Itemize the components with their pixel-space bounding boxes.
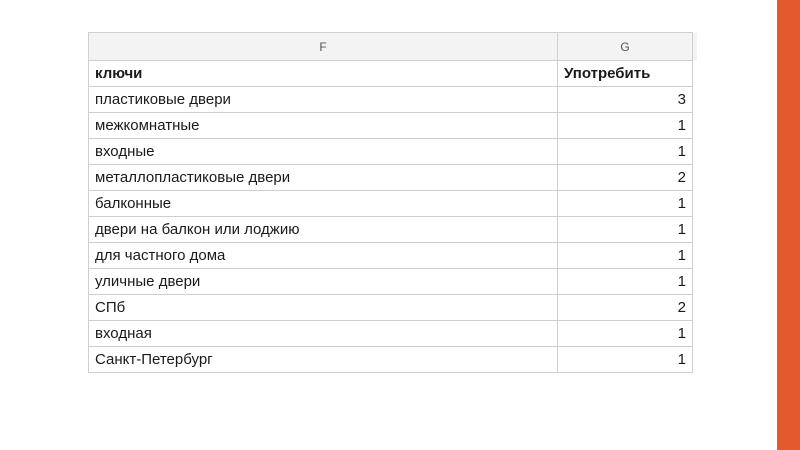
cell-key[interactable]: входные [89, 139, 558, 165]
cell-tail [693, 87, 697, 113]
cell-tail [693, 347, 697, 373]
table-row [89, 269, 697, 295]
table-row [89, 321, 697, 347]
accent-bar [777, 0, 800, 450]
cell-count[interactable]: 1 [558, 191, 693, 217]
cell-tail [693, 269, 697, 295]
cell-tail [693, 139, 697, 165]
cell-tail [693, 165, 697, 191]
table-row [89, 243, 697, 269]
cell-tail [693, 321, 697, 347]
cell-count[interactable]: 1 [558, 243, 693, 269]
spreadsheet-table [88, 32, 697, 373]
cell-tail [693, 113, 697, 139]
cell-count[interactable]: 2 [558, 295, 693, 321]
cell-count[interactable]: 1 [558, 269, 693, 295]
cell-key[interactable]: СПб [89, 295, 558, 321]
table-row [89, 347, 697, 373]
cell-use-header[interactable]: Употребить [558, 61, 693, 87]
cell-key[interactable]: балконные [89, 191, 558, 217]
cell-count[interactable]: 1 [558, 321, 693, 347]
cell-key[interactable]: двери на балкон или лоджию [89, 217, 558, 243]
cell-key[interactable]: пластиковые двери [89, 87, 558, 113]
cell-key[interactable]: Санкт-Петербург [89, 347, 558, 373]
cell-count[interactable]: 1 [558, 113, 693, 139]
cell-tail [693, 191, 697, 217]
cell-count[interactable]: 3 [558, 87, 693, 113]
cell-tail [693, 217, 697, 243]
cell-key[interactable]: входная [89, 321, 558, 347]
cell-key[interactable]: уличные двери [89, 269, 558, 295]
column-header-g[interactable]: G [558, 33, 693, 61]
cell-key[interactable]: металлопластиковые двери [89, 165, 558, 191]
table-row [89, 191, 697, 217]
cell-count[interactable]: 1 [558, 347, 693, 373]
cell-count[interactable]: 1 [558, 217, 693, 243]
header-row [89, 61, 697, 87]
table-row [89, 165, 697, 191]
cell-count[interactable]: 1 [558, 139, 693, 165]
table-row [89, 217, 697, 243]
column-header-next [693, 33, 697, 61]
column-header-row [89, 33, 697, 61]
cell-tail [693, 243, 697, 269]
cell-key[interactable]: межкомнатные [89, 113, 558, 139]
table-row [89, 87, 697, 113]
table-row [89, 139, 697, 165]
cell-count[interactable]: 2 [558, 165, 693, 191]
cell-tail [693, 61, 697, 87]
cell-tail [693, 295, 697, 321]
cell-key[interactable]: для частного дома [89, 243, 558, 269]
column-header-f[interactable]: F [89, 33, 558, 61]
cell-keys-header[interactable]: ключи [89, 61, 558, 87]
table-row [89, 295, 697, 321]
table-row [89, 113, 697, 139]
